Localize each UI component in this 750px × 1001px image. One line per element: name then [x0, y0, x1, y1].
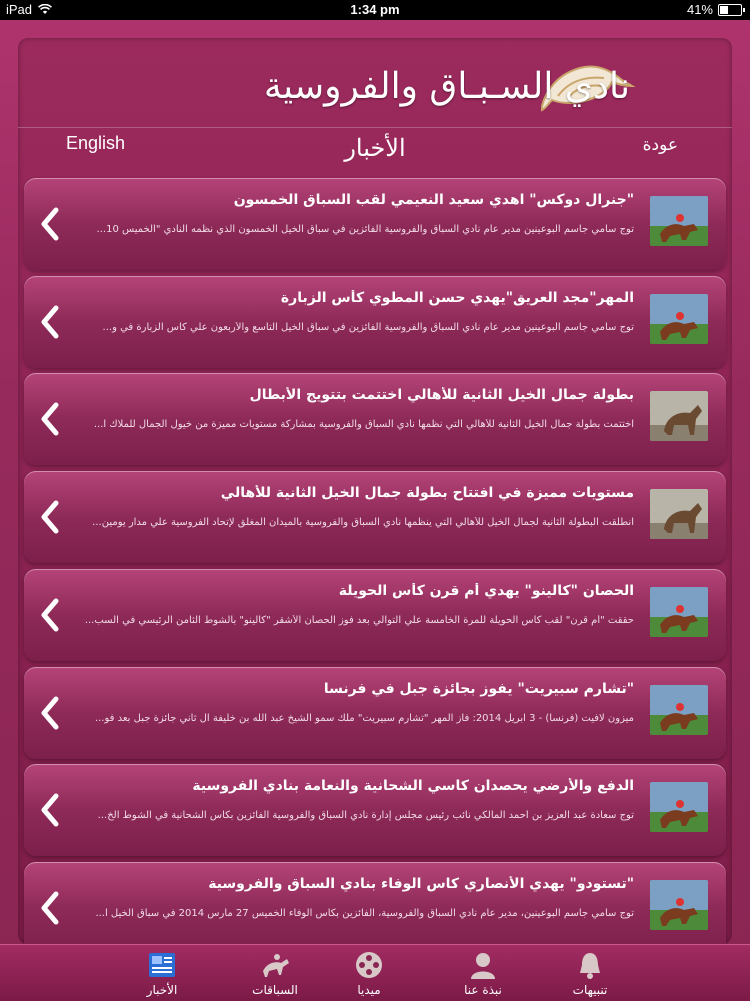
- news-snippet: انطلقت البطولة الثانية لجمال الخيل للأهالي التي ينظمها نادي السباق والفروسية بالميدان المغلق لإتحاد الفروسية علي مدار يومين...: [92, 517, 634, 529]
- news-snippet: توج سامي جاسم البوعينين، مدير عام نادي السباق والفروسية، الفائزين بكأس الوفاء الخميس 27 مارس 2014 في سباق الخيل ا...: [95, 907, 634, 919]
- tab-label: ميديا: [357, 983, 381, 997]
- news-item[interactable]: [24, 667, 726, 759]
- news-thumbnail: [650, 880, 708, 930]
- tab-bell[interactable]: [545, 949, 635, 997]
- bell-icon: [574, 949, 606, 981]
- news-snippet: توج سامي جاسم البوعينين مدير عام نادي السباق والفروسية الفائزين في سباق الخيل الخمسون الذي نظمه النادي "الخميس 10...: [96, 224, 634, 235]
- tab-label: السباقات: [252, 983, 298, 997]
- news-headline: "جنرال دوكس" اهدي سعيد النعيمي لقب السباق الخمسون: [233, 192, 634, 208]
- news-thumbnail: [650, 196, 708, 246]
- status-bar: [0, 0, 750, 20]
- film-reel-icon: [353, 949, 385, 981]
- battery-icon: [718, 4, 742, 16]
- newspaper-icon: [146, 949, 178, 981]
- tab-person[interactable]: [438, 949, 528, 997]
- person-icon: [467, 949, 499, 981]
- page-title: الأخبار: [344, 134, 406, 162]
- news-headline: بطولة جمال الخيل الثانية للأهالي اختتمت بتتويج الأبطال: [249, 387, 634, 404]
- tab-film-reel[interactable]: [324, 949, 414, 997]
- news-item[interactable]: [24, 764, 726, 856]
- news-snippet: توج سامي جاسم البوعينين مدير عام نادي السباق والفروسية الفائزين في سباق الخيل التاسع والأربعون علي كاس الزبارة في و...: [102, 321, 634, 333]
- news-headline: الحصان "كالينو" يهدي أم قرن كأس الحويلة: [338, 582, 634, 599]
- news-thumbnail: [650, 294, 708, 344]
- news-thumbnail: [650, 391, 708, 441]
- tab-newspaper[interactable]: [117, 949, 207, 997]
- news-item[interactable]: [24, 569, 726, 661]
- tab-label: الأخبار: [146, 983, 178, 997]
- news-thumbnail: [650, 685, 708, 735]
- news-headline: مستويات مميزة في افتتاح بطولة جمال الخيل الثانية للأهالي: [220, 485, 634, 502]
- status-time: 1:34 pm: [350, 2, 400, 17]
- tab-label: نبذة عنا: [464, 983, 502, 997]
- news-snippet: حققت "أم قرن" لقب كأس الحويلة للمرة الخامسة علي التوالي بعد فوز الحصان الأشقر "كالينو" بالشوط الثامن الرئيسي في السب...: [84, 614, 634, 626]
- news-item[interactable]: [24, 276, 726, 368]
- back-button[interactable]: عودة: [642, 135, 678, 155]
- tab-jockey[interactable]: [230, 949, 320, 997]
- news-headline: المهر"مجد العريق"يهدي حسن المطوي كأس الزبارة: [280, 289, 634, 306]
- news-headline: الدفع والأرضي يحصدان كاسي الشحانية والنعامة بنادي الفروسية: [192, 778, 634, 795]
- jockey-icon: [259, 949, 291, 981]
- tab-bar: [0, 944, 750, 1001]
- club-logo-title: نادي السـبـاق والفروسية: [263, 66, 630, 107]
- news-thumbnail: [650, 489, 708, 539]
- battery-percent: 41%: [686, 2, 713, 17]
- news-snippet: اختتمت بطولة جمال الخيل الثانية للأهالي التي نظمها نادي السباق والفروسية بمشاركة مستويات مميزة من خيول الجمال للملاك ا...: [93, 419, 634, 431]
- news-headline: "تشارم سبيريت" يفوز بجائزة جبل في فرنسا: [323, 680, 634, 697]
- news-item[interactable]: [24, 471, 726, 563]
- device-label: iPad: [6, 2, 33, 17]
- news-snippet: ميزون لافيت (فرنسا) - 3 ابريل 2014: فاز المهر "تشارم سبيريت" ملك سمو الشيخ عبد الله بن خليفة ال ثاني جائزة جبل بعد فو...: [94, 712, 634, 724]
- news-thumbnail: [650, 782, 708, 832]
- news-item[interactable]: [24, 373, 726, 465]
- news-snippet: توج سعادة عبد العزيز بن أحمد المالكي نائب رئيس مجلس إدارة نادي السباق والفروسية الفائزين بكأس الشحانية في الشوط الخ...: [97, 810, 634, 822]
- news-item[interactable]: [24, 862, 726, 954]
- news-thumbnail: [650, 587, 708, 637]
- news-headline: "تستودو" يهدي الأنصاري كاس الوفاء بنادي السباق والفروسية: [208, 875, 634, 892]
- header-divider: [18, 127, 732, 128]
- news-item[interactable]: [24, 178, 726, 270]
- english-language-button[interactable]: English: [66, 133, 126, 153]
- tab-label: تنبيهات: [572, 983, 608, 997]
